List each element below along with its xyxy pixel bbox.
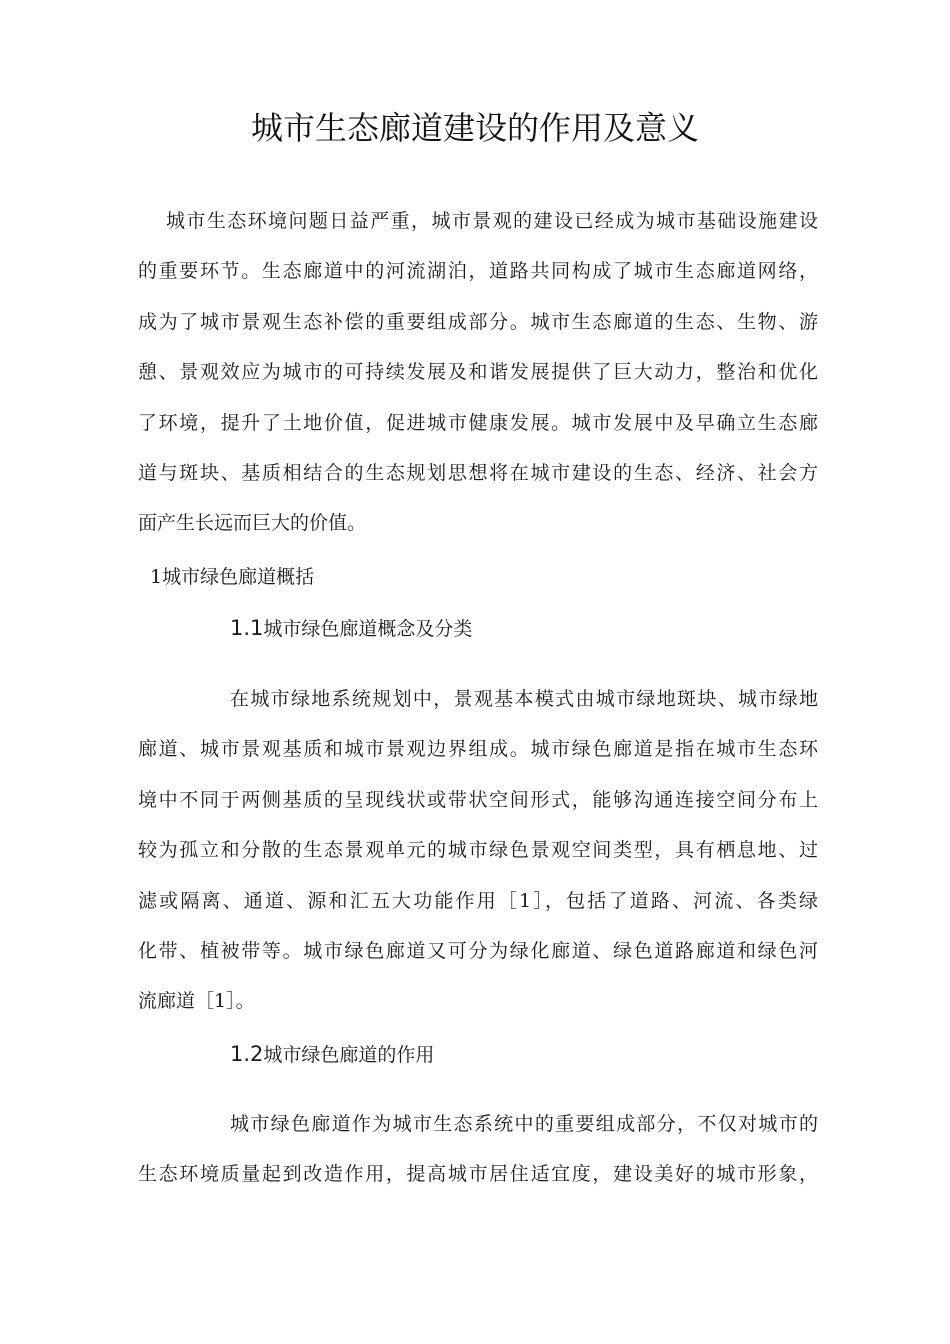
text-line: 成为了城市景观生态补偿的重要组成部分。城市生态廊道的生态、生物、游: [138, 310, 818, 333]
text-line: 面产生长远而巨大的价值。: [138, 512, 367, 535]
text-line: 流廊道［1］。: [138, 990, 255, 1013]
section-1-2-paragraph: [138, 1099, 818, 1200]
section-1-1-paragraph: [138, 674, 818, 1027]
text-line: 道与斑块、基质相结合的生态规划思想将在城市建设的生态、经济、社会方: [138, 462, 818, 485]
text-line: 境中不同于两侧基质的呈现线状或带状空间形式，能够沟通连接空间分布上: [138, 788, 818, 811]
text-line: 城市生态环境问题日益严重，城市景观的建设已经成为城市基础设施建设: [166, 210, 818, 232]
text-line: 生态环境质量起到改造作用，提高城市居住适宜度，建设美好的城市形象，: [138, 1163, 818, 1186]
section-1-2-heading: [230, 1039, 434, 1070]
text-line: 滤或隔离、通道、源和汇五大功能作用［1］，包括了道路、河流、各类绿: [138, 889, 818, 912]
section-number: 1.2: [230, 1042, 264, 1066]
section-heading-text: 城市绿色廊道的作用: [263, 1044, 435, 1066]
text-line: 化带、植被带等。城市绿色廊道又可分为绿化廊道、绿色道路廊道和绿色河: [138, 940, 818, 963]
text-line: 的重要环节。生态廊道中的河流湖泊，道路共同构成了城市生态廊道网络，: [138, 260, 818, 283]
intro-paragraph: [138, 196, 818, 549]
text-line: 廊道、城市景观基质和城市景观边界组成。城市绿色廊道是指在城市生态环: [138, 738, 818, 761]
section-1-1-heading: [230, 613, 472, 644]
text-line: 憩、景观效应为城市的可持续发展及和谐发展提供了巨大动力，整治和优化: [138, 361, 818, 384]
text-line: 在城市绿地系统规划中，景观基本模式由城市绿地斑块、城市绿地: [230, 688, 818, 710]
section-number: 1.1: [230, 616, 264, 640]
text-line: 城市绿色廊道作为城市生态系统中的重要组成部分，不仅对城市的: [230, 1113, 818, 1135]
document-title: 城市生态廊道建设的作用及意义: [250, 109, 699, 147]
text-line: 较为孤立和分散的生态景观单元的城市绿色景观空间类型，具有栖息地、过: [138, 839, 818, 862]
section-heading-text: 城市绿色廊道概念及分类: [263, 618, 473, 640]
text-line: 了环境，提升了土地价值，促进城市健康发展。城市发展中及早确立生态廊: [138, 411, 818, 434]
section-1-heading: 1城市绿色廊道概括: [150, 566, 315, 588]
